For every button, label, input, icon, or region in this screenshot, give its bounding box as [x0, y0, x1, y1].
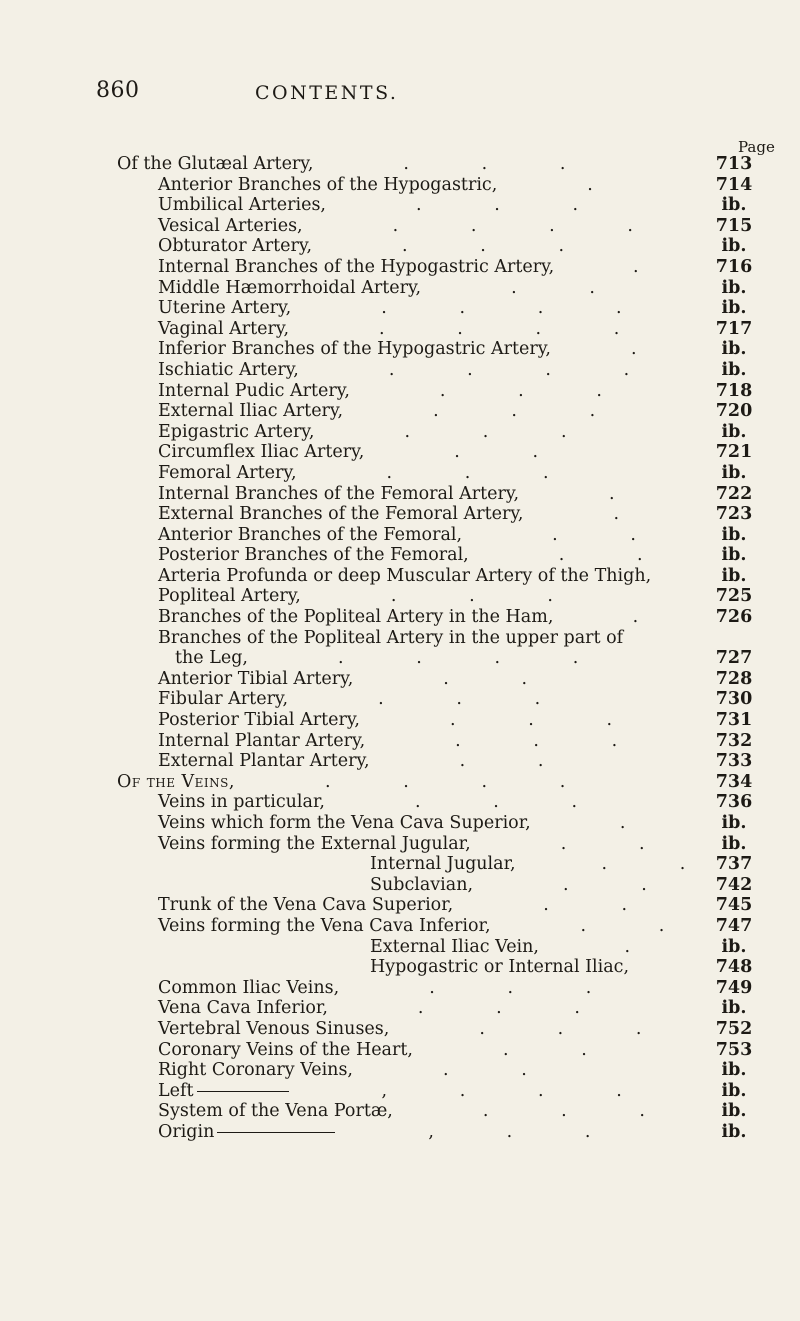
toc-entry-page: ib.: [721, 1080, 747, 1101]
ditto-rule: [217, 1132, 335, 1133]
toc-entry: [0, 751, 800, 772]
toc-entry-page: 721: [715, 442, 753, 463]
leader-dots: . . .: [390, 586, 567, 607]
toc-entry-page: 728: [715, 668, 753, 689]
leader-dots: . .: [580, 915, 679, 936]
toc-entry: [0, 1122, 800, 1143]
leader-dots: . . .: [439, 380, 616, 401]
toc-entry-title-text: External Branches of the Femoral Artery,: [158, 504, 524, 525]
toc-entry-page: 730: [715, 689, 753, 710]
toc-entry-title-text: Femoral Artery,: [158, 462, 297, 483]
toc-entry-title: [158, 1060, 541, 1081]
toc-entry-title-text: Umbilical Arteries,: [158, 195, 326, 216]
toc-entry: [0, 792, 800, 813]
toc-entry-title: [158, 834, 659, 855]
toc-entry-page: ib.: [721, 339, 747, 360]
toc-entry-title: [158, 463, 563, 484]
toc-entry-page: 734: [715, 771, 753, 792]
toc-entry-page: 722: [715, 483, 753, 504]
toc-entry-page: 720: [715, 401, 753, 422]
toc-entry-title-text: Fibular Artery,: [158, 689, 289, 710]
toc-entry: [0, 360, 800, 381]
toc-entry-title-text: Veins forming the Vena Cava Inferior,: [158, 915, 491, 936]
toc-entry-title-text: Origin: [158, 1121, 215, 1142]
toc-entry: [0, 339, 800, 360]
toc-entry-title: [158, 731, 631, 752]
leader-dots: . . .: [455, 730, 632, 751]
toc-entry-title: [117, 154, 580, 175]
toc-entry: [0, 669, 800, 690]
leader-dots: . . .: [402, 236, 579, 257]
toc-entry-page: 753: [715, 1039, 753, 1060]
toc-entry-title-text: External Plantar Artery,: [158, 751, 370, 772]
toc-entry-title-text: Of the Veins,: [117, 771, 235, 792]
leader-dots: . . .: [479, 1018, 656, 1039]
toc-entry-page: 714: [715, 174, 753, 195]
toc-entry: [0, 257, 800, 278]
toc-entry-title-text: Internal Branches of the Femoral Artery,: [158, 483, 520, 504]
running-title: CONTENTS.: [255, 82, 399, 104]
toc-entry-title-text: Anterior Branches of the Femoral,: [158, 524, 463, 545]
leader-dots: . . . .: [324, 771, 580, 792]
toc-entry-title: [158, 257, 639, 278]
toc-entry: [0, 772, 800, 793]
toc-entry-title-text: Inferior Branches of the Hypogastric Artery,: [158, 339, 551, 360]
leader-dots: .: [630, 339, 637, 360]
toc-entry-title: [158, 504, 619, 525]
toc-entry-title: [158, 669, 541, 690]
toc-entry: [0, 216, 800, 237]
leader-dots: .: [613, 504, 620, 525]
toc-entry: [0, 195, 800, 216]
leader-dots: . . .: [429, 977, 606, 998]
toc-entry-title: [158, 792, 591, 813]
toc-entry-title: [158, 1122, 604, 1143]
leader-dots: .: [609, 483, 615, 504]
toc-entry-title-text: Posterior Tibial Artery,: [158, 710, 360, 731]
toc-entry-title: [158, 360, 643, 381]
toc-entry-title-text: Obturator Artery,: [158, 236, 313, 257]
toc-entry-title-text: Epigastric Artery,: [158, 421, 315, 442]
toc-entry-title: [158, 978, 605, 999]
toc-entry-page: ib.: [721, 195, 747, 216]
toc-entry: [0, 566, 800, 587]
toc-entry-title-text: System of the Vena Portæ,: [158, 1101, 393, 1122]
page-number: 860: [96, 78, 140, 103]
toc-entry: [0, 813, 800, 834]
toc-entry-title-text: Internal Plantar Artery,: [158, 730, 366, 751]
toc-entry-title-text: External Iliac Artery,: [158, 401, 344, 422]
toc-entry-title: [158, 381, 616, 402]
leader-dots: .: [619, 813, 626, 833]
toc-entry: [0, 937, 800, 958]
toc-entry-title-text: Veins in particular,: [158, 792, 325, 813]
toc-entry: [0, 978, 800, 999]
toc-entry: [0, 586, 800, 607]
leader-dots: . .: [443, 668, 542, 689]
toc-entry: [0, 1019, 800, 1040]
leader-dots: , . . .: [381, 1080, 636, 1101]
toc-entry-title: [158, 689, 554, 710]
leader-dots: . . .: [386, 462, 563, 483]
toc-entry-page: ib.: [721, 545, 747, 566]
toc-entry: [0, 689, 800, 710]
toc-entry-page: ib.: [721, 813, 747, 833]
toc-entry: [0, 710, 800, 731]
toc-entry: [0, 504, 800, 525]
toc-entry-title: [158, 484, 615, 505]
toc-entry-title: [370, 854, 699, 875]
toc-entry-page: ib.: [721, 359, 747, 380]
leader-dots: . . .: [404, 421, 581, 442]
toc-entry: [0, 607, 800, 628]
toc-entry: [0, 628, 800, 649]
toc-entry-title-text: Hypogastric or Internal Iliac,: [370, 957, 630, 978]
toc-entry-page: ib.: [721, 1101, 747, 1122]
toc-entry-page: ib.: [721, 298, 747, 319]
toc-entry-page: 725: [715, 586, 753, 607]
leader-dots: . .: [502, 1039, 601, 1060]
toc-entry-title: [370, 875, 661, 896]
toc-entry-title: [158, 751, 557, 772]
toc-entry-title: [158, 607, 638, 628]
toc-entry-page: ib.: [721, 1121, 747, 1142]
table-of-contents: [0, 154, 800, 1143]
leader-dots: . . . .: [392, 215, 647, 236]
toc-entry-title: [158, 175, 593, 196]
toc-entry: [0, 442, 800, 463]
leader-dots: . .: [511, 277, 609, 298]
toc-entry: [0, 298, 800, 319]
toc-entry-title-text: Left: [158, 1080, 194, 1101]
toc-entry-title-text: Internal Branches of the Hypogastric Artery,: [158, 256, 555, 277]
toc-entry-title: [158, 1019, 655, 1040]
toc-entry-title-text: Subclavian,: [370, 874, 474, 895]
toc-entry-title: [158, 442, 552, 463]
toc-entry-title-text: Veins forming the External Jugular,: [158, 833, 471, 854]
toc-entry-page: 733: [715, 751, 753, 772]
toc-entry-title: [158, 339, 637, 360]
leader-dots: . . .: [416, 195, 593, 216]
toc-entry: [0, 319, 800, 340]
toc-entry-title: [370, 937, 630, 958]
leader-dots: . . .: [449, 710, 627, 731]
leader-dots: . .: [459, 751, 558, 772]
toc-entry-title-text: Coronary Veins of the Heart,: [158, 1039, 413, 1060]
leader-dots: .: [632, 607, 639, 628]
leader-dots: . . .: [414, 792, 592, 813]
toc-entry-title: [117, 772, 579, 793]
toc-entry-title-text: Uterine Artery,: [158, 298, 292, 319]
leader-dots: .: [633, 256, 639, 277]
toc-entry-title-text: Common Iliac Veins,: [158, 977, 340, 998]
toc-entry-title-text: Vesical Arteries,: [158, 215, 303, 236]
toc-entry-title: [158, 1081, 636, 1102]
leader-dots: .: [587, 174, 593, 195]
toc-entry-page: 749: [715, 977, 753, 998]
toc-entry-title: [158, 916, 678, 937]
toc-entry-page: ib.: [721, 421, 747, 442]
toc-entry-title: [158, 628, 623, 649]
toc-entry-title-text: External Iliac Vein,: [370, 936, 539, 957]
toc-entry: [0, 895, 800, 916]
leader-dots: . . .: [417, 998, 594, 1019]
toc-entry-page: ib.: [721, 277, 747, 298]
page-column-label: Page: [738, 138, 775, 156]
toc-entry-page: 718: [715, 380, 753, 401]
leader-dots: . .: [563, 874, 661, 895]
toc-entry-page: 732: [715, 730, 753, 751]
toc-entry-page: 731: [715, 710, 753, 731]
toc-entry-title: [158, 298, 636, 319]
toc-entry-title: [158, 545, 657, 566]
toc-entry: [0, 401, 800, 422]
toc-entry: [0, 834, 800, 855]
toc-entry-title: [158, 195, 592, 216]
toc-entry-page: ib.: [721, 833, 747, 854]
toc-entry-title-text: Trunk of the Vena Cava Superior,: [158, 895, 454, 916]
toc-entry: [0, 648, 800, 669]
toc-entry-title-text: Branches of the Popliteal Artery in the upper part of: [158, 627, 624, 648]
toc-entry: [0, 1040, 800, 1061]
leader-dots: . .: [601, 854, 700, 875]
toc-entry: [0, 854, 800, 875]
toc-entry-title: [158, 422, 581, 443]
toc-entry-page: 727: [715, 648, 753, 669]
leader-dots: . .: [543, 895, 642, 916]
toc-entry-page: 716: [715, 256, 753, 277]
toc-entry-title-text: Right Coronary Veins,: [158, 1060, 353, 1081]
toc-entry-title-text: Arteria Profunda or deep Muscular Artery of the Thigh,: [158, 565, 652, 586]
leader-dots: .: [624, 936, 631, 957]
toc-entry: [0, 484, 800, 505]
toc-entry-title-text: Branches of the Popliteal Artery in the Ham,: [158, 607, 554, 628]
leader-dots: . . .: [403, 154, 580, 174]
toc-entry-title: [158, 236, 578, 257]
toc-entry-page: 723: [715, 504, 753, 525]
toc-entry-title-text: Vertebral Venous Sinuses,: [158, 1018, 390, 1039]
leader-dots: . . .: [482, 1101, 659, 1122]
toc-entry: [0, 236, 800, 257]
toc-entry-title: [158, 525, 650, 546]
toc-entry-title: [158, 1101, 659, 1122]
toc-entry-title: [158, 895, 641, 916]
toc-entry-title: [158, 813, 625, 834]
leader-dots: . . . .: [379, 318, 634, 339]
toc-entry-page: 752: [715, 1018, 753, 1039]
leader-dots: . . . .: [381, 298, 636, 319]
toc-entry-page: 747: [715, 915, 753, 936]
leader-dots: , . .: [428, 1121, 605, 1142]
toc-entry-title-text: Ischiatic Artery,: [158, 359, 299, 380]
leader-dots: . .: [560, 833, 659, 854]
toc-entry-title-text: Veins which form the Vena Cava Superior,: [158, 813, 531, 833]
toc-entry-page: ib.: [721, 236, 747, 257]
toc-entry: [0, 1060, 800, 1081]
toc-entry-title-text: Posterior Branches of the Femoral,: [158, 545, 469, 566]
toc-entry-title-text: Anterior Branches of the Hypogastric,: [158, 174, 498, 195]
toc-entry-page: 737: [715, 854, 753, 875]
toc-entry: [0, 545, 800, 566]
toc-entry: [0, 175, 800, 196]
toc-entry: [0, 525, 800, 546]
leader-dots: . .: [443, 1060, 541, 1081]
toc-entry-page: ib.: [721, 524, 747, 545]
toc-entry-page: 717: [715, 318, 753, 339]
toc-entry-page: ib.: [721, 936, 747, 957]
toc-entry: [0, 463, 800, 484]
leader-dots: . .: [552, 524, 650, 545]
toc-entry-page: 745: [715, 895, 753, 916]
toc-entry: [0, 875, 800, 896]
toc-entry-title-text: Anterior Tibial Artery,: [158, 668, 354, 689]
toc-entry-title: [158, 216, 647, 237]
toc-entry-title-text: Of the Glutæal Artery,: [117, 154, 314, 174]
leader-dots: . . . .: [388, 359, 644, 380]
ditto-rule: [197, 1091, 289, 1092]
toc-entry: [0, 381, 800, 402]
toc-entry-title: [158, 710, 626, 731]
toc-entry-page: 742: [715, 874, 753, 895]
toc-entry-page: ib.: [721, 998, 747, 1019]
toc-entry-title: [158, 278, 609, 299]
toc-entry-title-text: Internal Jugular,: [370, 854, 516, 875]
toc-entry-page: 713: [715, 154, 753, 174]
toc-entry-page: 715: [715, 215, 753, 236]
toc-entry: [0, 154, 800, 175]
toc-entry-title: [175, 648, 592, 669]
toc-entry: [0, 278, 800, 299]
toc-entry-title-text: Vaginal Artery,: [158, 318, 290, 339]
toc-entry-page: 736: [715, 792, 753, 813]
toc-entry: [0, 422, 800, 443]
toc-entry: [0, 957, 800, 978]
toc-entry: [0, 1101, 800, 1122]
toc-entry-title: [158, 586, 567, 607]
toc-entry-title-text: Vena Cava Inferior,: [158, 998, 328, 1019]
toc-entry-page: 726: [715, 607, 753, 628]
leader-dots: . . .: [378, 689, 555, 710]
leader-dots: . .: [558, 545, 657, 566]
toc-entry: [0, 731, 800, 752]
toc-entry-title: [158, 1040, 601, 1061]
toc-entry-title-text: Circumflex Iliac Artery,: [158, 442, 365, 463]
toc-entry-page: ib.: [721, 1060, 747, 1081]
leader-dots: . .: [454, 442, 553, 463]
toc-entry-page: ib.: [721, 462, 747, 483]
toc-entry-page: 748: [715, 957, 753, 978]
toc-entry-title-text: Internal Pudic Artery,: [158, 380, 350, 401]
toc-entry-title: [158, 998, 594, 1019]
toc-entry-title: [158, 566, 651, 587]
toc-entry-page: ib.: [721, 565, 747, 586]
leader-dots: . . .: [433, 401, 610, 422]
toc-entry-title-text: Popliteal Artery,: [158, 586, 301, 607]
leader-dots: . . . .: [337, 648, 593, 669]
toc-entry-title: [158, 401, 609, 422]
toc-entry-title: [158, 319, 633, 340]
toc-entry: [0, 916, 800, 937]
toc-entry-title-text: the Leg,: [175, 648, 248, 669]
toc-entry: [0, 998, 800, 1019]
toc-entry: [0, 1081, 800, 1102]
toc-entry-title-text: Middle Hæmorrhoidal Artery,: [158, 277, 422, 298]
toc-entry-title: [370, 957, 629, 978]
page-header: [0, 78, 800, 108]
